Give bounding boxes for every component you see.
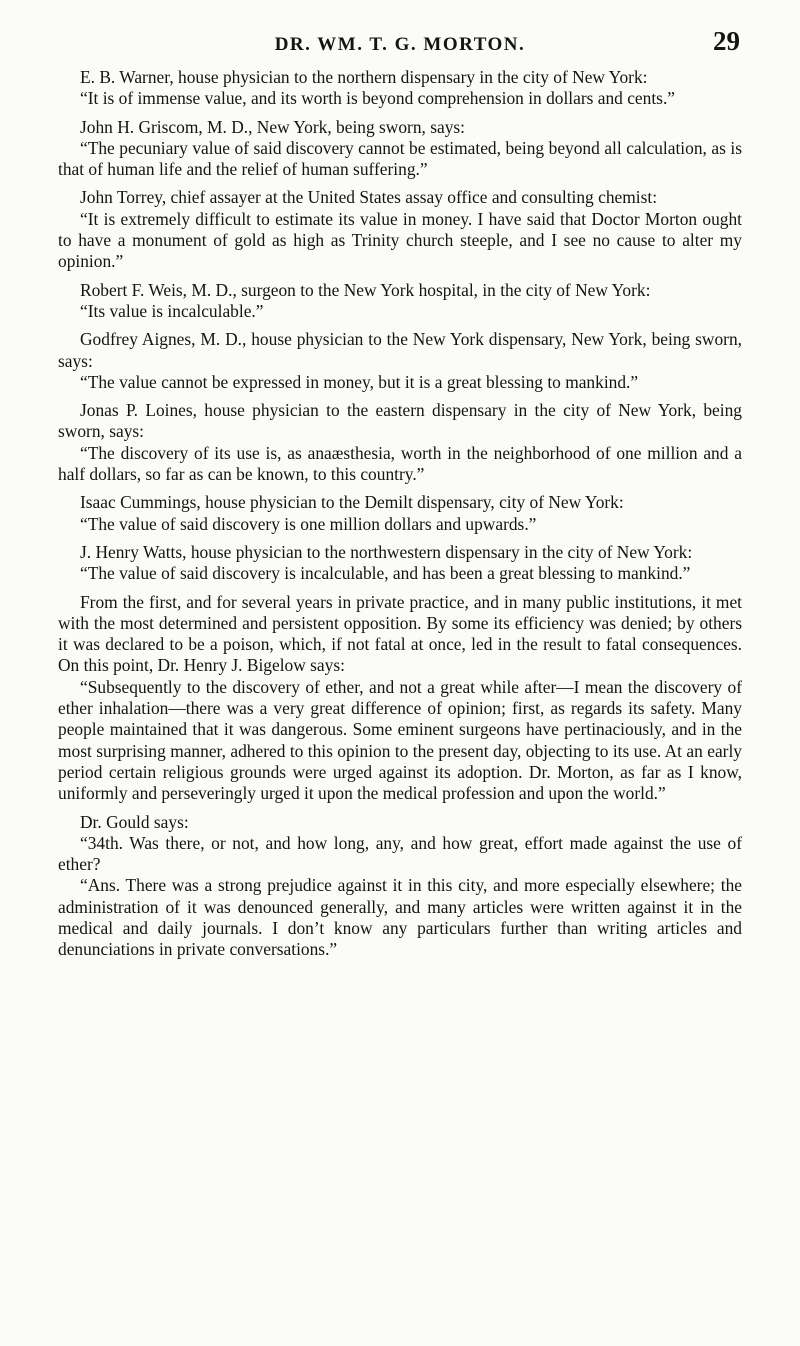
paragraph: E. B. Warner, house physician to the northern dispensary in the city of New York: — [80, 67, 648, 87]
quotation: “34th. Was there, or not, and how long, any, and how great, effort made against the use of ether? — [58, 832, 742, 875]
quotation: “It is of immense value, and its worth is beyond comprehension in dollars and cents.” — [80, 88, 676, 109]
paragraph: Godfrey Aignes, M. D., house physician to the New York dispensary, New York, being sworn, says: — [58, 329, 742, 371]
paragraph: Robert F. Weis, M. D., surgeon to the New York hospital, in the city of New York: — [80, 279, 651, 300]
quotation: “The value of said discovery is incalculable, and has been a great blessing to mankind.” — [80, 563, 691, 584]
quotation: “The pecuniary value of said discovery cannot be estimated, being beyond all calculation, as is that of human life and the relief of human suffering.” — [58, 137, 742, 180]
body-text — [58, 67, 742, 961]
quotation: “The discovery of its use is, as anaæsthesia, worth in the neighborhood of one million and a half dollars, so far as can be known, to this country.” — [58, 442, 742, 485]
quotation: “The value cannot be expressed in money, but it is a great blessing to mankind.” — [80, 371, 639, 392]
quotation: “It is extremely difficult to estimate its value in money. I have said that Doctor Morton ought to have a monument of gold as high as Trinity church steeple, and I see no cause to alter my opinion.” — [58, 208, 742, 272]
paragraph: John Torrey, chief assayer at the United States assay office and consulting chemist: — [80, 187, 658, 208]
paragraph: Jonas P. Loines, house physician to the eastern dispensary in the city of New York, being sworn, says: — [58, 400, 742, 442]
paragraph: J. Henry Watts, house physician to the northwestern dispensary in the city of New York: — [80, 541, 693, 562]
quotation: “Ans. There was a strong prejudice against it in this city, and more especially elsewhere; the administration of it was denounced generally, and many articles were written against it in the medical and daily journals. I don’t know any particulars further than writing articles and denunciations in private conversations.” — [58, 875, 742, 960]
paragraph: Dr. Gould says: — [80, 811, 189, 832]
running-header — [58, 26, 742, 64]
page-number: 29 — [713, 26, 740, 56]
paragraph: From the first, and for several years in private practice, and in many public institutions, it met with the most determined and persistent opposition. By some its efficiency was denied; by others it was declared to be a poison, which, if not fatal at once, led in the result to fatal consequences. On this point, Dr. Henry J. Bigelow says: — [58, 591, 742, 676]
running-title: DR. WM. T. G. MORTON. — [274, 34, 526, 55]
quotation: “Its value is incalculable.” — [80, 300, 264, 321]
paragraph: John H. Griscom, M. D., New York, being sworn, says: — [80, 116, 466, 137]
paragraph: Isaac Cummings, house physician to the Demilt dispensary, city of New York: — [80, 492, 624, 513]
quotation: “Subsequently to the discovery of ether, and not a great while after—I mean the discovery of ether inhalation—there was a very great difference of opinion; first, as regards its safety. Many people maintained that it was dangerous. Some eminent surgeons have pertinaciously, and in the most surprising manner, adhered to this opinion to the present day, objecting to its use. At an early period certain religious grounds were urged against its adoption. Dr. Morton, as far as I know, uniformly and perseveringly urged it upon the medical profession and upon the world.” — [58, 676, 742, 804]
quotation: “The value of said discovery is one million dollars and upwards.” — [80, 513, 537, 534]
